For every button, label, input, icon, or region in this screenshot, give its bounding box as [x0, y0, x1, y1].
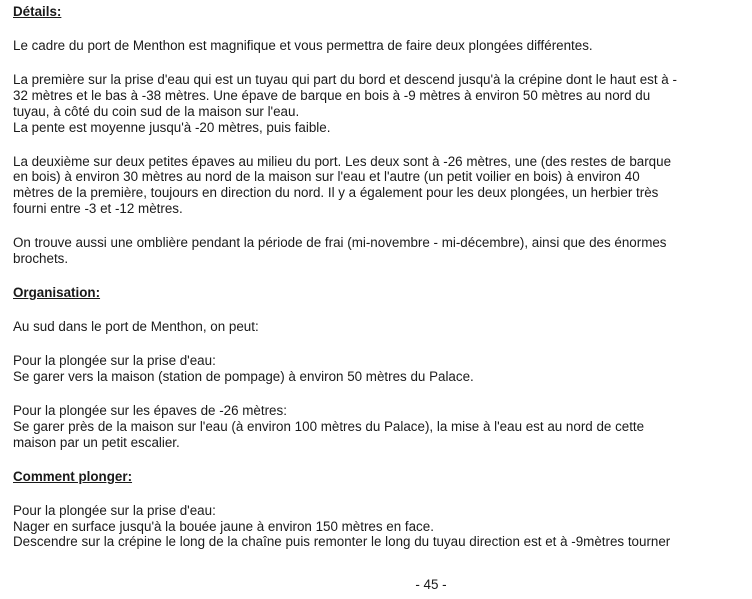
text-line: Descendre sur la crépine le long de la chaîne puis remonter le long du tuyau direction est et à -9mètres tourner: [13, 534, 671, 550]
text-line: La première sur la prise d'eau qui est un tuyau qui part du bord et descend jusqu'à la crépine dont le haut est à -: [13, 72, 677, 88]
paragraph: [13, 319, 740, 335]
text-line: Pour la plongée sur la prise d'eau:: [13, 353, 216, 369]
text-line: Le cadre du port de Menthon est magnifique et vous permettra de faire deux plongées différentes.: [13, 38, 593, 54]
text-line: La pente est moyenne jusqu'à -20 mètres, puis faible.: [13, 119, 331, 135]
heading-text: Organisation:: [13, 284, 101, 300]
text-line: mètres de la première, toujours en direction du nord. Il y a également pour les deux plongées, un herbier très: [13, 185, 659, 201]
page-number: - 45 -: [415, 577, 447, 592]
text-line: 32 mètres et le bas à -38 mètres. Une épave de barque en bois à -9 mètres à environ 50 mètres au nord du: [13, 88, 651, 104]
paragraph: [13, 154, 740, 217]
section-heading: [13, 4, 740, 20]
section-heading: [13, 285, 740, 301]
section-heading: [13, 469, 740, 485]
paragraph: [13, 353, 740, 384]
paragraph: [13, 403, 740, 450]
text-line: On trouve aussi une omblière pendant la période de frai (mi-novembre - mi-décembre), ainsi que des énormes: [13, 235, 667, 251]
heading-text: Comment plonger:: [13, 468, 133, 484]
text-line: Nager en surface jusqu'à la bouée jaune à environ 150 mètres en face.: [13, 518, 434, 534]
text-line: La deuxième sur deux petites épaves au milieu du port. Les deux sont à -26 mètres, une (des restes de barque: [13, 153, 672, 169]
paragraph: [13, 38, 740, 54]
text-line: en bois) à environ 30 mètres au nord de la maison sur l'eau et l'autre (un petit voilier en bois) à environ 40: [13, 169, 640, 185]
paragraph: [13, 503, 740, 550]
text-line: Pour la plongée sur la prise d'eau:: [13, 503, 216, 519]
text-line: maison par un petit escalier.: [13, 434, 180, 450]
heading-text: Détails:: [13, 4, 62, 19]
text-line: Pour la plongée sur les épaves de -26 mètres:: [13, 403, 287, 419]
text-line: Se garer vers la maison (station de pompage) à environ 50 mètres du Palace.: [13, 369, 474, 385]
paragraph: [13, 235, 740, 266]
text-line: Se garer près de la maison sur l'eau (à environ 100 mètres du Palace), la mise à l'eau est au nord de cette: [13, 418, 645, 434]
document-body: [13, 4, 740, 569]
text-line: brochets.: [13, 250, 69, 266]
text-line: tuyau, à côté du coin sud de la maison sur l'eau.: [13, 103, 300, 119]
text-line: Au sud dans le port de Menthon, on peut:: [13, 319, 259, 335]
text-line: fourni entre -3 et -12 mètres.: [13, 200, 183, 216]
paragraph: [13, 72, 740, 135]
